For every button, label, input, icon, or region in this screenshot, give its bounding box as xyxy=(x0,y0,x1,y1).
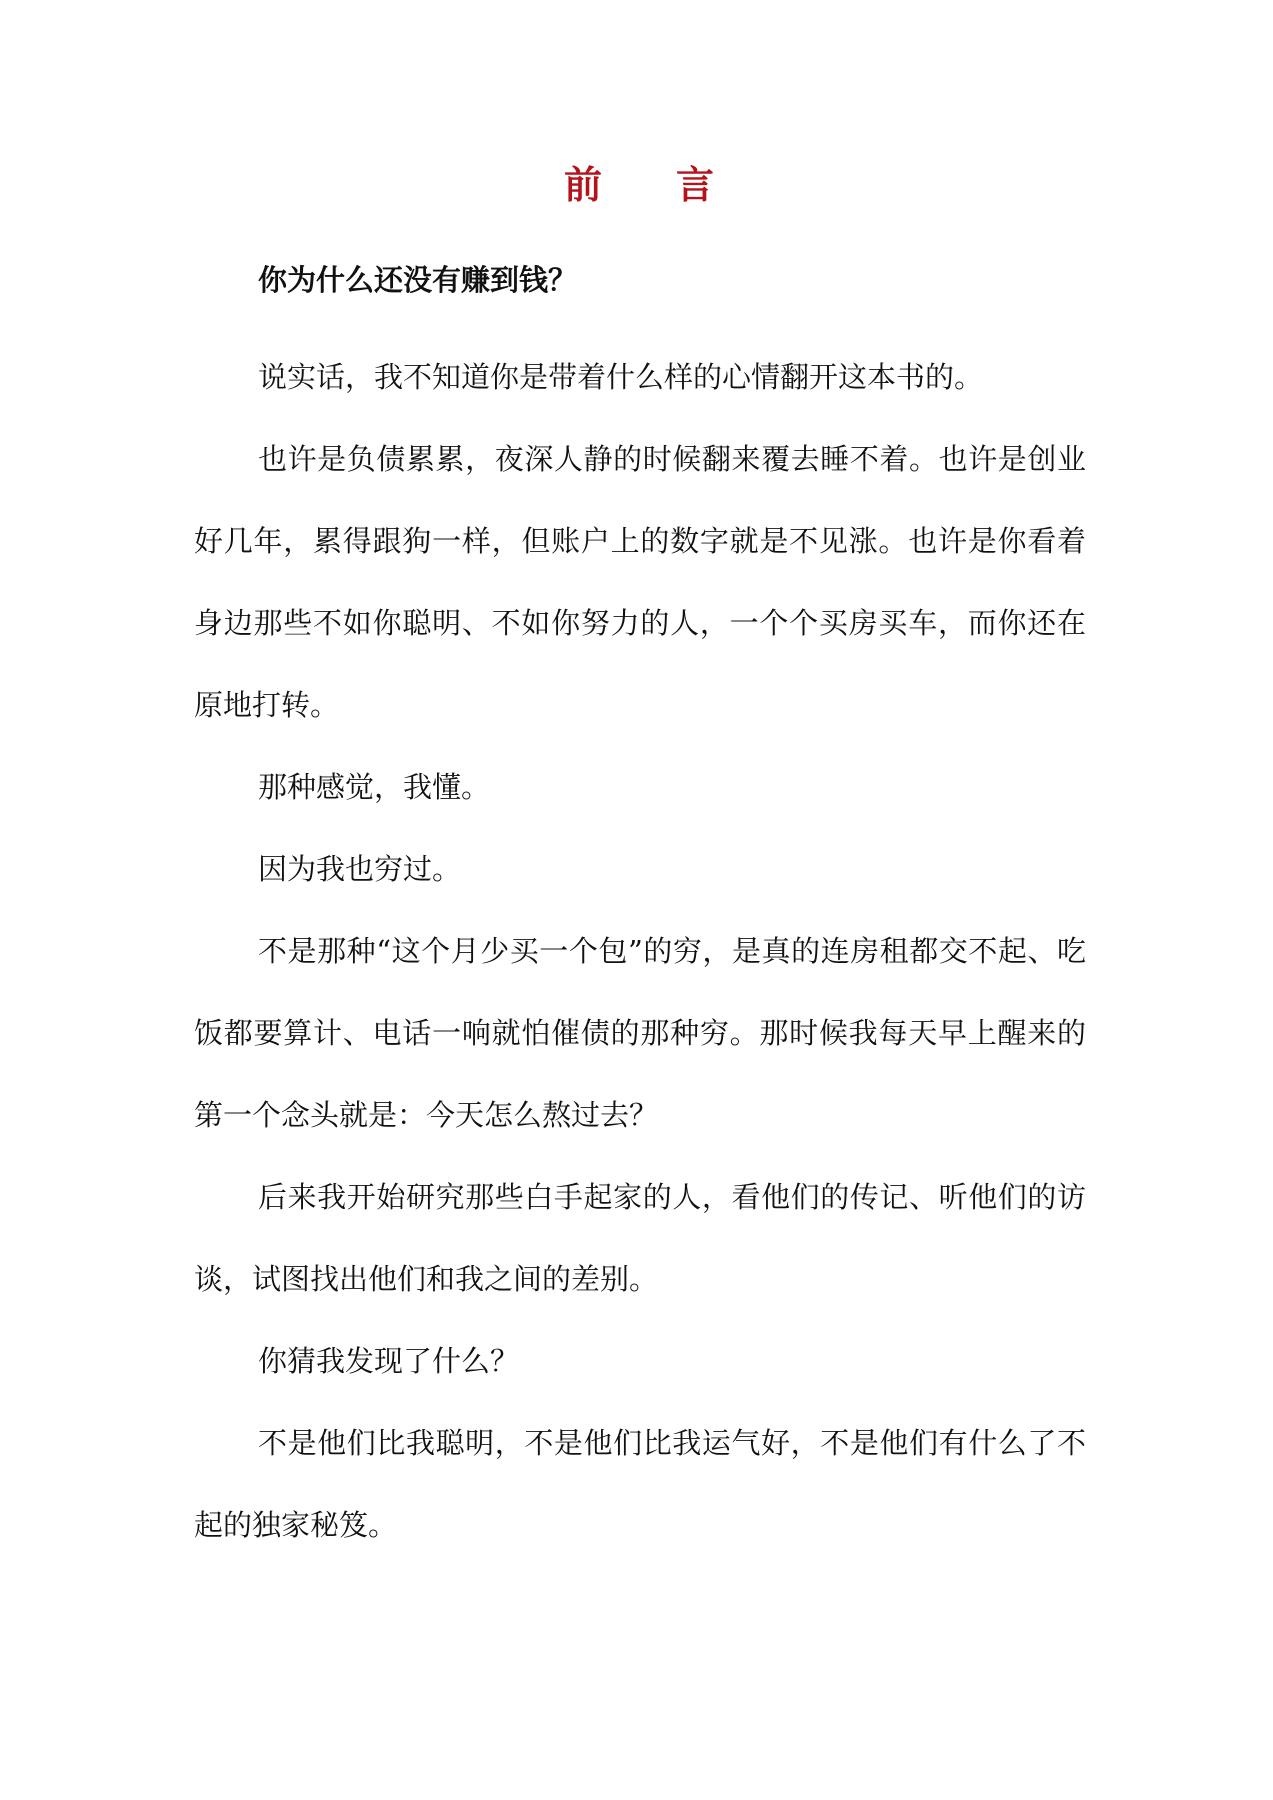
paragraph: 那种感觉，我懂。 xyxy=(258,770,491,804)
paragraph: 不是他们比我聪明，不是他们比我运气好，不是他们有什么了不起的独家秘笈。 xyxy=(194,1426,1086,1542)
paragraph: 你猜我发现了什么？ xyxy=(258,1344,520,1378)
paragraph: 说实话，我不知道你是带着什么样的心情翻开这本书的。 xyxy=(258,360,984,394)
paragraph: 后来我开始研究那些白手起家的人，看他们的传记、听他们的访谈，试图找出他们和我之间的差别。 xyxy=(194,1180,1086,1296)
title-char-right: 言 xyxy=(676,162,717,207)
paragraph: 也许是负债累累，夜深人静的时候翻来覆去睡不着。也许是创业好几年，累得跟狗一样，但账户上的数字就是不见涨。也许是你看着身边那些不如你聪明、不如你努力的人，一个个买房买车，而你还在原地打转。 xyxy=(194,442,1086,722)
section-heading: 你为什么还没有赚到钱？ xyxy=(258,263,578,297)
paragraph: 因为我也穷过。 xyxy=(258,852,462,886)
paragraph: 不是那种“这个月少买一个包”的穷，是真的连房租都交不起、吃饭都要算计、电话一响就怕催债的那种穷。那时候我每天早上醒来的第一个念头就是：今天怎么熬过去？ xyxy=(194,934,1086,1132)
title-char-left: 前 xyxy=(563,162,604,207)
page-title xyxy=(194,162,1086,207)
